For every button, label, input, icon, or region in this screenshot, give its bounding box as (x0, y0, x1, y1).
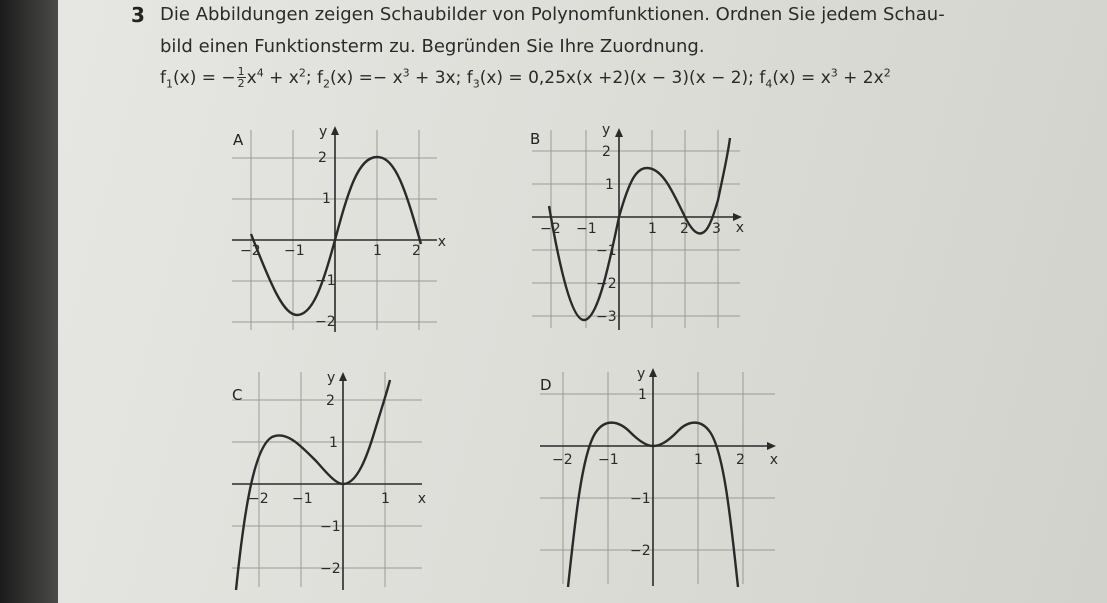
graph-c (222, 362, 427, 592)
graph-a-y-arrow (331, 126, 339, 135)
graph-b-xtick: 1 (648, 221, 657, 237)
graph-b-ytick: −3 (596, 309, 617, 325)
graph-b-xtick: 2 (680, 221, 689, 237)
task-number: 3 (131, 3, 145, 27)
graph-a-svg (222, 120, 447, 335)
desk-shadow (0, 0, 58, 603)
graph-d-svg (530, 362, 780, 592)
graph-b-ytick: 1 (605, 177, 614, 193)
graph-c-xtick: 1 (381, 491, 390, 507)
graph-d-x-label: x (769, 452, 778, 468)
graph-d-x-arrow (767, 442, 776, 450)
graph-d-ytick: 1 (638, 387, 647, 403)
graph-d-xtick: 1 (694, 452, 703, 468)
graph-b-ytick: 2 (602, 144, 611, 160)
graph-b (522, 120, 747, 335)
graph-c-x-label: x (417, 491, 426, 507)
graph-d-y-arrow (649, 368, 657, 377)
graph-d (530, 362, 780, 592)
graph-c-ytick: −1 (320, 519, 341, 535)
graph-b-xtick: 3 (712, 221, 721, 237)
graph-b-ytick: −2 (596, 276, 617, 292)
graph-a-ytick: 2 (318, 150, 327, 166)
graph-d-xtick: 2 (736, 452, 745, 468)
function-terms: $f_1(x)$ = − $\frac{1}{2}$ $x^4 + x^2$; $f_2(x) =- x^3 + 3x$; $f_3(x) = 0,25x(x +2)(x - 3)(x - 2)$; $f_4(x) = x^3 + 2x^2$ (160, 65, 891, 91)
f2-term: $f_2(x) =- x^3 + 3x$; (316, 66, 467, 91)
graph-c-ytick: 2 (326, 393, 335, 409)
graph-a-y-label: y (319, 124, 328, 140)
graph-d-xtick: −1 (598, 452, 619, 468)
graph-a-ytick: −1 (315, 273, 336, 289)
graph-b-y-label: y (602, 122, 611, 138)
graph-a-xtick: −2 (240, 243, 261, 259)
graph-a-xtick: 1 (373, 243, 382, 259)
graph-d-y-label: y (637, 366, 646, 382)
graph-b-y-arrow (615, 128, 623, 137)
task-text-line-1: Die Abbildungen zeigen Schaubilder von Polynomfunktionen. Ordnen Sie jedem Schau- (160, 4, 945, 25)
graph-a-ytick: −2 (315, 314, 336, 330)
graph-d-grid (540, 372, 775, 584)
f4-term: $f_4(x) = x^3 + 2x^2$ (759, 66, 891, 91)
graph-b-xtick: −1 (576, 221, 597, 237)
graph-d-xtick: −2 (552, 452, 573, 468)
graph-b-xtick: −2 (540, 221, 561, 237)
graph-c-y-arrow (339, 372, 347, 381)
graph-a-ytick: 1 (322, 191, 331, 207)
graph-a-axes (232, 132, 437, 332)
f1-fraction: $\frac{1}{2}$ (237, 65, 245, 91)
graph-a-xtick: 2 (412, 243, 421, 259)
graph-a-label: A (233, 131, 244, 149)
graph-d-label: D (540, 376, 552, 394)
graph-b-label: B (530, 130, 541, 148)
graph-c-ytick: −2 (320, 561, 341, 577)
graph-a-xtick: −1 (284, 243, 305, 259)
graph-c-y-label: y (327, 370, 336, 386)
f1-term: $f_1(x)$ = − $\frac{1}{2}$ $x^4 + x^2$ (160, 65, 306, 91)
graph-b-ytick: −1 (596, 243, 617, 259)
graph-b-grid (532, 130, 740, 328)
graph-c-svg (222, 362, 427, 592)
graph-b-svg (522, 120, 747, 335)
graph-c-label: C (232, 386, 243, 404)
graph-a-x-label: x (437, 234, 446, 250)
graph-b-x-label: x (735, 220, 744, 236)
graph-d-ytick: −2 (630, 543, 651, 559)
f3-term: $f_3(x) = 0,25x(x +2)(x - 3)(x - 2)$; (466, 67, 760, 91)
graph-c-ytick: 1 (329, 435, 338, 451)
graph-a-curve (251, 157, 421, 315)
graph-c-axes (232, 378, 422, 590)
task-text-line-2: bild einen Funktionsterm zu. Begründen Sie Ihre Zuordnung. (160, 36, 705, 57)
graph-d-ytick: −1 (630, 491, 651, 507)
graph-a (222, 120, 447, 335)
graph-c-xtick: −1 (292, 491, 313, 507)
graph-c-xtick: −2 (248, 491, 269, 507)
